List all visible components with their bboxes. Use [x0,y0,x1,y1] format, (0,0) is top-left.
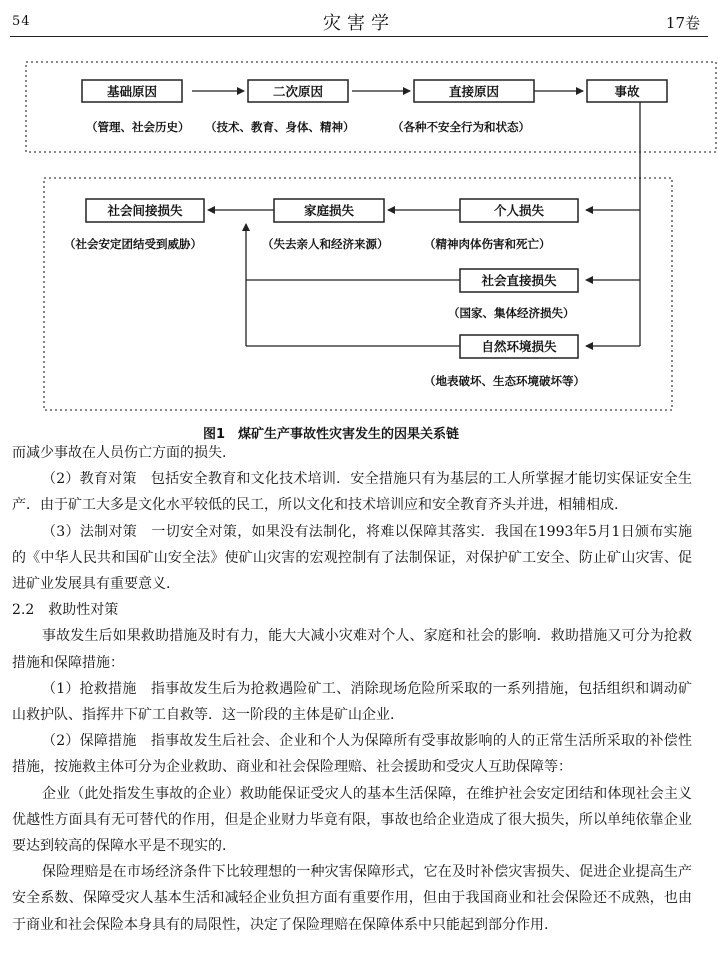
basic-cause-caption: （管理、社会历史） [86,120,190,134]
page-number: 54 [12,14,31,29]
volume-number: 17卷 [665,14,700,32]
secondary-cause-label: 二次原因 [272,84,324,99]
paragraph-security-measures: （2）保障措施 指事故发生后社会、企业和个人为保障所有受事故影响的人的正常生活所采取的补偿性措施，按施救主体可分为企业救助、商业和社会保险理赔、社会援助和受灾人互助保障等： [12,733,692,776]
paragraph-enterprise-relief: 企业（此处指发生事故的企业）救助能保证受灾人的基本生活保障，在维护社会安定团结和体现社会主义优越性方面具有无可替代的作用，但是企业财力毕竟有限，事故也给企业造成了很大损失，所以单纯依靠企业要达到较高的保障水平是不现实的. [12,785,692,855]
paragraph-legal-measures: （3）法制对策 一切安全对策，如果没有法制化，将难以保障其落实．我国在1993年5月1日颁布实施的《中华人民共和国矿山安全法》使矿山灾害的宏观控制有了法制保证，对保护矿工安全、防止矿山灾害、促进矿业发展具有重要意义. [12,523,692,593]
direct-cause-label: 直接原因 [448,84,500,99]
paragraph-education-measures: （2）教育对策 包括安全教育和文化技术培训．安全措施只有为基层的工人所掌握才能切实保证安全生产．由于矿工大多是文化水平较低的民工，所以文化和技术培训应和安全教育齐头并进，相辅相成. [12,471,692,514]
top-dashed-frame [26,62,716,152]
basic-cause-label: 基础原因 [106,84,158,99]
social-direct-caption: （国家、集体经济损失） [448,306,575,320]
article-body [12,440,692,938]
secondary-cause-caption: （技术、教育、身体、精神） [205,120,355,134]
family-caption: （失去亲人和经济来源） [262,237,389,251]
journal-title: 灾害学 [323,13,395,34]
social-indirect-loss-label: 社会间接损失 [107,203,183,218]
section-heading-rescue: 2.2 救助性对策 [12,602,119,619]
paragraph-insurance-claims: 保险理赔是在市场经济条件下比较理想的一种灾害保障形式，它在及时补偿灾害损失、促进企业提高生产安全系数、保障受灾人基本生活和减轻企业负担方面有重要作用，但由于我国商业和社会保险还不成熟，也由于商业和社会保险本身具有的局限性，决定了保险理赔在保障体系中只能起到部分作用. [12,864,692,933]
personal-loss-label: 个人损失 [493,203,545,218]
social-direct-loss-label: 社会直接损失 [481,273,557,288]
environment-caption: （地表破坏、生态环境破坏等） [424,374,585,388]
paragraph-continuation: 而减少事故在人员伤亡方面的损失. [12,445,227,461]
accident-label: 事故 [614,84,640,99]
direct-cause-caption: （各种不安全行为和状态） [392,120,530,134]
social-indirect-caption: （社会安定团结受到威胁） [64,237,202,251]
paragraph-emergency-measures: （1）抢救措施 指事故发生后为抢救遇险矿工、消除现场危险所采取的一系列措施，包括组织和调动矿山救护队、指挥井下矿工自救等．这一阶段的主体是矿山企业. [12,680,692,724]
causal-chain-figure [0,0,718,445]
figure-title: 图1 煤矿生产事故性灾害发生的因果关系链 [203,427,460,442]
environment-loss-label: 自然环境损失 [481,339,557,354]
personal-caption: （精神肉体伤害和死亡） [424,237,551,251]
paragraph-rescue-intro: 事故发生后如果救助措施及时有力，能大大减小灾难对个人、家庭和社会的影响．救助措施又可分为抢救措施和保障措施： [12,628,692,671]
family-loss-label: 家庭损失 [303,203,355,218]
